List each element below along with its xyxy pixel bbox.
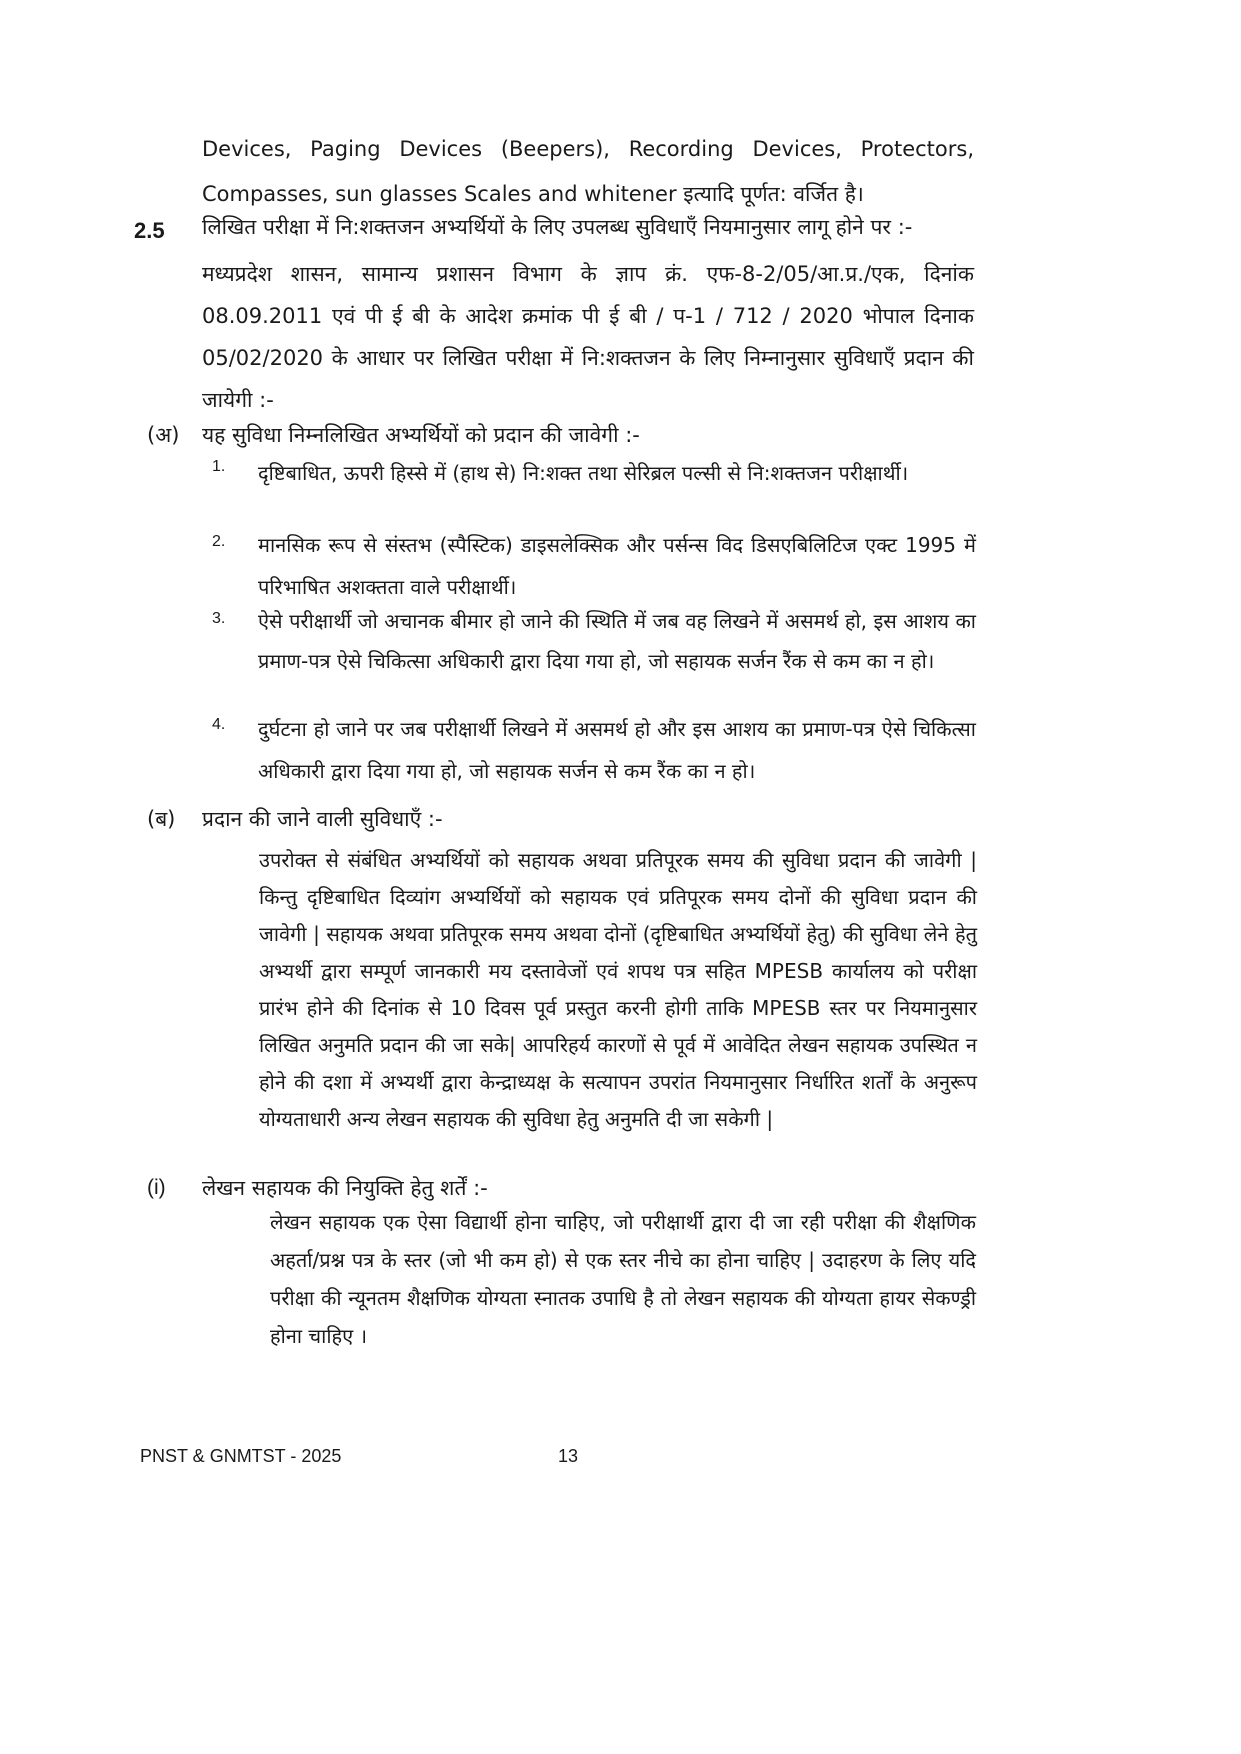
list-item: मानसिक रूप से संस्तभ (स्पैस्टिक) डाइसलेक्सिक और पर्सन्स विद डिसएबिलिटिज एक्ट 1995 में परिभाषित अशक्तता वाले परीक्षार्थी। (258, 533, 976, 599)
list-item-number: 2. (212, 533, 226, 550)
sub-b-heading: प्रदान की जाने वाली सुविधाएँ :- (202, 807, 443, 831)
list-item: दृष्टिबाधित, ऊपरी हिस्से में (हाथ से) नि:शक्त तथा सेरिब्रल पल्सी से नि:शक्तजन परीक्षार्थी। (258, 461, 909, 485)
sub-i-body: लेखन सहायक एक ऐसा विद्यार्थी होना चाहिए, जो परीक्षार्थी द्वारा दी जा रही परीक्षा की शैक्षणिक अहर्ता/प्रश्न पत्र के स्तर (जो भी कम हो) से एक स्तर नीचे का होना चाहिए | उदाहरण के लिए यदि परीक्षा की न्यूनतम शैक्षणिक योग्यता स्नातक उपाधि है तो लेखन सहायक की योग्यता हायर सेकण्ड्री होना चाहिए । (270, 1210, 976, 1348)
sub-i-heading: लेखन सहायक की नियुक्ति हेतु शर्तें :- (202, 1176, 488, 1200)
sub-b-body: उपरोक्त से संबंधित अभ्यर्थियों को सहायक अथवा प्रतिपूरक समय की सुविधा प्रदान की जावेगी | किन्तु दृष्टिबाधित दिव्यांग अभ्यर्थियों को सहायक एवं प्रतिपूरक समय दोनों की सुविधा प्रदान की जावेगी | सहायक अथवा प्रतिपूरक समय अथवा दोनों (दृष्टिबाधित अभ्यर्थियों हेतु) की सुविधा लेने हेतु अभ्यर्थी द्वारा सम्पूर्ण जानकारी मय दस्तावेजों एवं शपथ पत्र सहित MPESB कार्यालय को परीक्षा प्रारंभ होने की दिनांक से 10 दिवस पूर्व प्रस्तुत करनी होगी ताकि MPESB स्तर पर नियमानुसार लिखित अनुमति प्रदान की जा सके| आपरिहर्य कारणों से पूर्व में आवेदित लेखन सहायक उपस्थित न होने की दशा में अभ्यर्थी द्वारा केन्द्राध्यक्ष के सत्यापन उपरांत नियमानुसार निर्धारित शर्तों के अनुरूप योग्यताधारी अन्य लेखन सहायक की सुविधा हेतु अनुमति दी जा सकेगी | (259, 848, 977, 1131)
page-number: 13 (558, 1446, 579, 1466)
list-item-number: 3. (212, 610, 226, 627)
footer-exam-name: PNST & GNMTST - 2025 (140, 1446, 342, 1466)
sub-i-marker: (i) (147, 1176, 166, 1199)
list-item-number: 1. (212, 458, 226, 475)
section-number: 2.5 (134, 218, 165, 243)
list-item: दुर्घटना हो जाने पर जब परीक्षार्थी लिखने में असमर्थ हो और इस आशय का प्रमाण-पत्र ऐसे चिकित्सा अधिकारी द्वारा दिया गया हो, जो सहायक सर्जन से कम रैंक का न हो। (258, 717, 976, 783)
section-intro: मध्यप्रदेश शासन, सामान्य प्रशासन विभाग के ज्ञाप क्रं. एफ-8-2/05/आ.प्र./एक, दिनांक 08.09.2011 एवं पी ई बी के आदेश क्रमांक पी ई बी / प-1 / 712 / 2020 भोपाल दिनाक 05/02/2020 के आधार पर लिखित परीक्षा में नि:शक्तजन के लिए निम्नानुसार सुविधाएँ प्रदान की जायेगी :- (202, 262, 974, 412)
list-item-number: 4. (212, 716, 226, 733)
sub-a-marker: (अ) (147, 423, 180, 447)
list-item: ऐसे परीक्षार्थी जो अचानक बीमार हो जाने की स्थिति में जब वह लिखने में असमर्थ हो, इस आशय का प्रमाण-पत्र ऐसे चिकित्सा अधिकारी द्वारा दिया गया हो, जो सहायक सर्जन रैंक से कम का न हो। (258, 609, 976, 673)
sub-b-marker: (ब) (147, 807, 176, 831)
section-title: लिखित परीक्षा में नि:शक्तजन अभ्यर्थियों के लिए उपलब्ध सुविधाएँ नियमानुसार लागू होने पर :- (202, 215, 913, 239)
sub-a-heading: यह सुविधा निम्नलिखित अभ्यर्थियों को प्रदान की जावेगी :- (202, 423, 640, 447)
continuation-paragraph: Devices, Paging Devices (Beepers), Recording Devices, Protectors, Compasses, sun glasses Scales and whitener इत्यादि पूर्णत: वर्जित है। (202, 137, 974, 206)
